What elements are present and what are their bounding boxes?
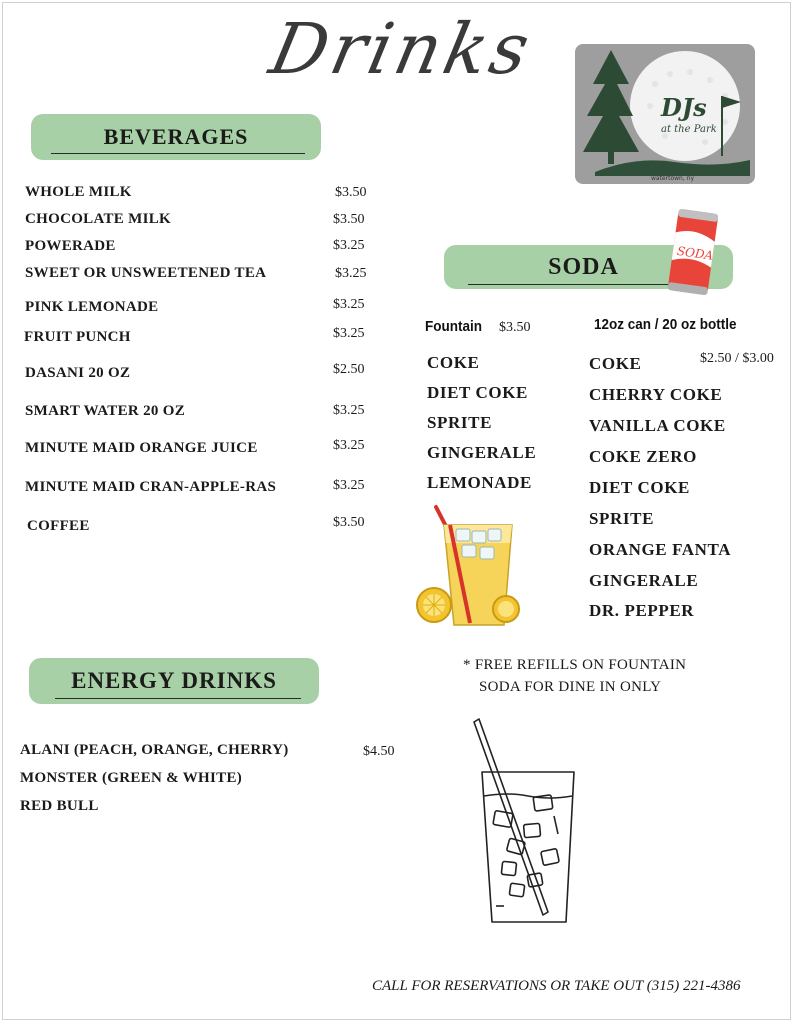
beverage-name: CHOCOLATE MILK: [25, 211, 172, 227]
beverage-price: $3.50: [335, 185, 367, 200]
fountain-item: SPRITE: [427, 413, 493, 432]
beverage-name: COFFEE: [27, 518, 90, 534]
beverage-name: WHOLE MILK: [25, 184, 132, 200]
beverage-name: MINUTE MAID ORANGE JUICE: [25, 440, 258, 456]
beverage-name: SMART WATER 20 OZ: [25, 403, 186, 419]
bottle-heading: 12oz can / 20 oz bottle: [594, 316, 737, 333]
beverage-name: PINK LEMONADE: [25, 299, 159, 315]
beverage-price: $3.25: [333, 238, 365, 253]
fountain-item: DIET COKE: [427, 383, 528, 402]
energy-drinks-underline: [55, 698, 301, 699]
fountain-item: COKE: [427, 353, 480, 372]
soda-can-icon: [663, 205, 723, 299]
bottle-item: DR. PEPPER: [589, 601, 695, 620]
soda-can-label: SODA: [676, 243, 714, 263]
bottle-item: CHERRY COKE: [589, 385, 723, 404]
fountain-price: $3.50: [499, 320, 531, 335]
bottle-item: VANILLA COKE: [589, 416, 726, 435]
bottle-item: DIET COKE: [589, 478, 690, 497]
fountain-item: GINGERALE: [427, 443, 537, 462]
beverages-header: [31, 114, 321, 160]
energy-item: MONSTER (GREEN & WHITE): [20, 770, 243, 786]
beverages-underline: [51, 153, 305, 154]
beverage-price: $3.25: [333, 438, 365, 453]
bottle-item: COKE: [589, 354, 642, 373]
soda-underline: [468, 284, 673, 285]
beverages-heading: BEVERAGES: [103, 124, 249, 149]
logo-main-text: DJs: [661, 93, 707, 122]
refill-note-line1: * FREE REFILLS ON FOUNTAIN: [463, 657, 687, 673]
djs-at-the-park-logo: [575, 44, 755, 184]
bottle-price: $2.50 / $3.00: [700, 351, 774, 366]
logo-sub-text: at the Park: [661, 124, 717, 135]
beverage-price: $3.50: [333, 212, 365, 227]
refill-note-line2: SODA FOR DINE IN ONLY: [479, 679, 662, 695]
beverage-name: FRUIT PUNCH: [24, 329, 131, 345]
energy-item: ALANI (PEACH, ORANGE, CHERRY): [20, 742, 289, 758]
reservations-footer: CALL FOR RESERVATIONS OR TAKE OUT (315) 221-4386: [372, 978, 741, 994]
beverage-price: $3.25: [333, 297, 365, 312]
beverage-name: MINUTE MAID CRAN-APPLE-RAS: [25, 479, 277, 495]
beverage-name: DASANI 20 OZ: [25, 365, 131, 381]
bottle-item: GINGERALE: [589, 571, 699, 590]
beverage-name: SWEET OR UNSWEETENED TEA: [25, 265, 267, 281]
bottle-item: SPRITE: [589, 509, 655, 528]
beverage-name: POWERADE: [25, 238, 116, 254]
beverage-price: $3.25: [333, 403, 365, 418]
beverage-price: $3.50: [333, 515, 365, 530]
soda-heading: SODA: [548, 254, 619, 280]
beverage-price: $2.50: [333, 362, 365, 377]
energy-drinks-header: [29, 658, 319, 704]
energy-price: $4.50: [363, 744, 395, 759]
beverage-price: $3.25: [333, 478, 365, 493]
fountain-heading: Fountain: [425, 318, 482, 335]
energy-item: RED BULL: [20, 798, 99, 814]
fountain-item: LEMONADE: [427, 473, 532, 492]
lemonade-glass-icon: [414, 503, 524, 633]
beverage-price: $3.25: [335, 266, 367, 281]
logo-location-text: watertown, ny: [651, 175, 694, 182]
menu-title: Drinks: [263, 8, 541, 90]
beverage-price: $3.25: [333, 326, 365, 341]
bottle-item: ORANGE FANTA: [589, 540, 732, 559]
water-glass-sketch-icon: [468, 716, 583, 928]
energy-drinks-heading: ENERGY DRINKS: [71, 668, 277, 693]
bottle-item: COKE ZERO: [589, 447, 697, 466]
